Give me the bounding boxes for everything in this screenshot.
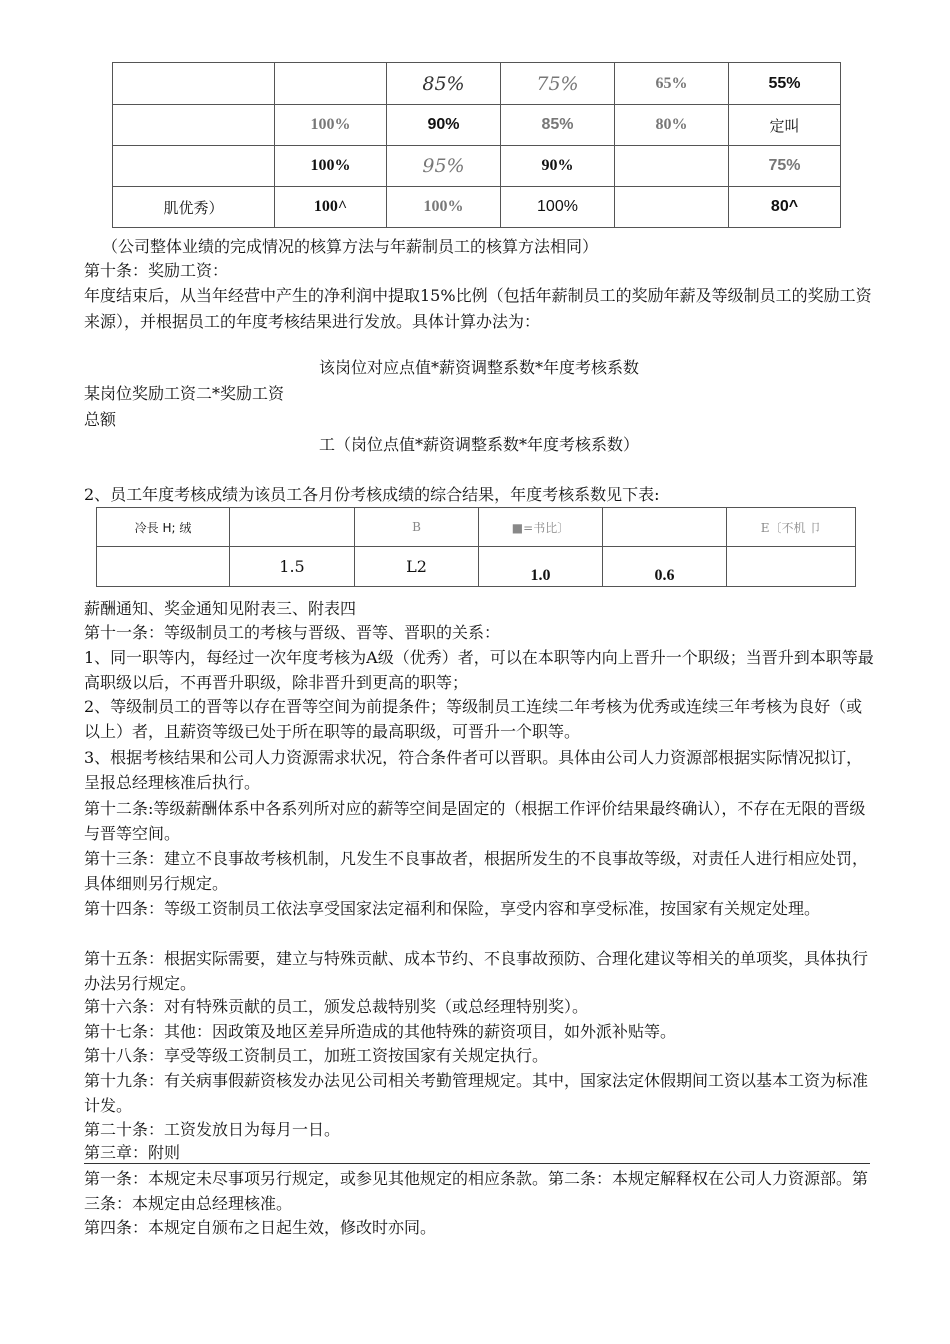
table-cell [113, 63, 275, 105]
table-cell [275, 63, 387, 105]
item-2-text: 2、员工年度考核成绩为该员工各月份考核成绩的综合结果，年度考核系数见下表: [84, 485, 660, 504]
paragraph: 第十八条：享受等级工资制员工，加班工资按国家有关规定执行。 [84, 1046, 549, 1065]
table-cell: 95% [387, 146, 501, 187]
table-row [97, 508, 856, 547]
paragraph: 第十三条：建立不良事故考核机制，凡发生不良事故者，根据所发生的不良事故等级，对责任人进行相应处罚，具体细则另行规定。 [84, 849, 869, 893]
chapter-heading: 第三章：附则 [84, 1143, 181, 1162]
paragraph: 第十四条：等级工资制员工依法享受国家法定福利和保险，享受内容和享受标准，按国家有关规定处理。 [84, 899, 821, 918]
table-cell: 100% [275, 146, 387, 187]
table-row [113, 146, 841, 187]
table-header-cell [230, 508, 355, 547]
paragraph: 1、同一职等内，每经过一次年度考核为A级（优秀）者，可以在本职等内向上晋升一个职级；当晋升到本职等最高职级以后，不再晋升职级，除非晋升到更高的职等； [84, 648, 874, 692]
paragraph: 第二十条：工资发放日为每月一日。 [84, 1120, 341, 1139]
paragraph: 第十七条：其他：因政策及地区差异所造成的其他特殊的薪资项目，如外派补贴等。 [84, 1022, 677, 1041]
table-cell: 100^ [275, 187, 387, 228]
table-cell: 80^ [729, 187, 841, 228]
table-cell [727, 547, 856, 587]
table-row [113, 187, 841, 228]
paragraph: 薪酬通知、奖金通知见附表三、附表四 [84, 599, 357, 618]
paragraph: 第十九条：有关病事假薪资核发办法见公司相关考勤管理规定。其中，国家法定休假期间工资以基本工资为标准计发。 [84, 1071, 869, 1115]
table-cell [97, 547, 230, 587]
note-line: （公司整体业绩的完成情况的核算方法与年薪制员工的核算方法相同） [102, 237, 599, 256]
table-cell: 55% [729, 63, 841, 105]
table-cell: 85% [387, 63, 501, 105]
paragraph: 第十五条：根据实际需要，建立与特殊贡献、成本节约、不良事故预防、合理化建议等相关的单项奖，具体执行办法另行规定。 [84, 949, 869, 993]
table-header-cell: ■=书比〕 [479, 508, 603, 547]
paragraph: 3、根据考核结果和公司人力资源需求状况，符合条件者可以晋职。具体由公司人力资源部根据实际情况拟订，呈报总经理核准后执行。 [84, 748, 863, 792]
paragraph: 第十一条：等级制员工的考核与晋级、晋等、晋职的关系： [84, 623, 501, 642]
article-10-title: 第十条：奖励工资： [84, 261, 229, 280]
paragraph: 第一条：本规定未尽事项另行规定，或参见其他规定的相应条款。第二条：本规定解释权在公司人力资源部。第三条：本规定由总经理核准。 [84, 1169, 869, 1213]
table-cell: 肌优秀） [113, 187, 275, 228]
table-header-cell: 冷長 H; 绒 [97, 508, 230, 547]
table-row [97, 547, 856, 587]
table-cell: 1.5 [230, 547, 355, 587]
table-cell [113, 105, 275, 146]
formula-denominator: 工（岗位点值*薪资调整系数*年度考核系数） [318, 435, 639, 454]
formula-numerator: 该岗位对应点值*薪资调整系数*年度考核系数 [318, 358, 639, 377]
article-10-body: 年度结束后，从当年经营中产生的净利润中提取15%比例（包括年薪制员工的奖励年薪及等级制员工的奖励工资来源），并根据员工的年度考核结果进行发放。具体计算办法为： [84, 286, 872, 331]
divider [84, 1163, 870, 1164]
table-cell: 1.0 [479, 547, 603, 587]
table-cell: 0.6 [603, 547, 727, 587]
formula-lhs-2: 总额 [84, 410, 117, 429]
table-row [113, 63, 841, 105]
paragraph: 第十二条:等级薪酬体系中各系列所对应的薪等空间是固定的（根据工作评价结果最终确认），不存在无限的晋级与晋等空间。 [84, 799, 866, 843]
table-header-cell [603, 508, 727, 547]
table-cell: 100% [501, 187, 615, 228]
table-header-cell: B [355, 508, 479, 547]
score-ratio-table [112, 62, 841, 228]
table-cell [113, 146, 275, 187]
table-cell [615, 146, 729, 187]
table-cell: 90% [387, 105, 501, 146]
coefficient-table [96, 507, 856, 587]
table-row [113, 105, 841, 146]
table-cell: 定叫 [729, 105, 841, 146]
paragraph: 第四条：本规定自颁布之日起生效，修改时亦同。 [84, 1218, 437, 1237]
table-cell: 100% [387, 187, 501, 228]
table-cell: 100% [275, 105, 387, 146]
paragraph: 2、等级制员工的晋等以存在晋等空间为前提条件；等级制员工连续二年考核为优秀或连续三年考核为良好（或以上）者，且薪资等级已处于所在职等的最高职级，可晋升一个职等。 [84, 697, 863, 741]
paragraph: 第十六条：对有特殊贡献的员工，颁发总裁特别奖（或总经理特别奖）。 [84, 997, 589, 1016]
table-cell: 65% [615, 63, 729, 105]
table-cell: 75% [501, 63, 615, 105]
table-cell: 80% [615, 105, 729, 146]
table-header-cell: E〔不机 卩 [727, 508, 856, 547]
table-cell: L2 [355, 547, 479, 587]
table-cell: 75% [729, 146, 841, 187]
table-cell [615, 187, 729, 228]
formula-lhs-1: 某岗位奖励工资二*奖励工资 [84, 384, 285, 403]
table-cell: 90% [501, 146, 615, 187]
table-cell: 85% [501, 105, 615, 146]
